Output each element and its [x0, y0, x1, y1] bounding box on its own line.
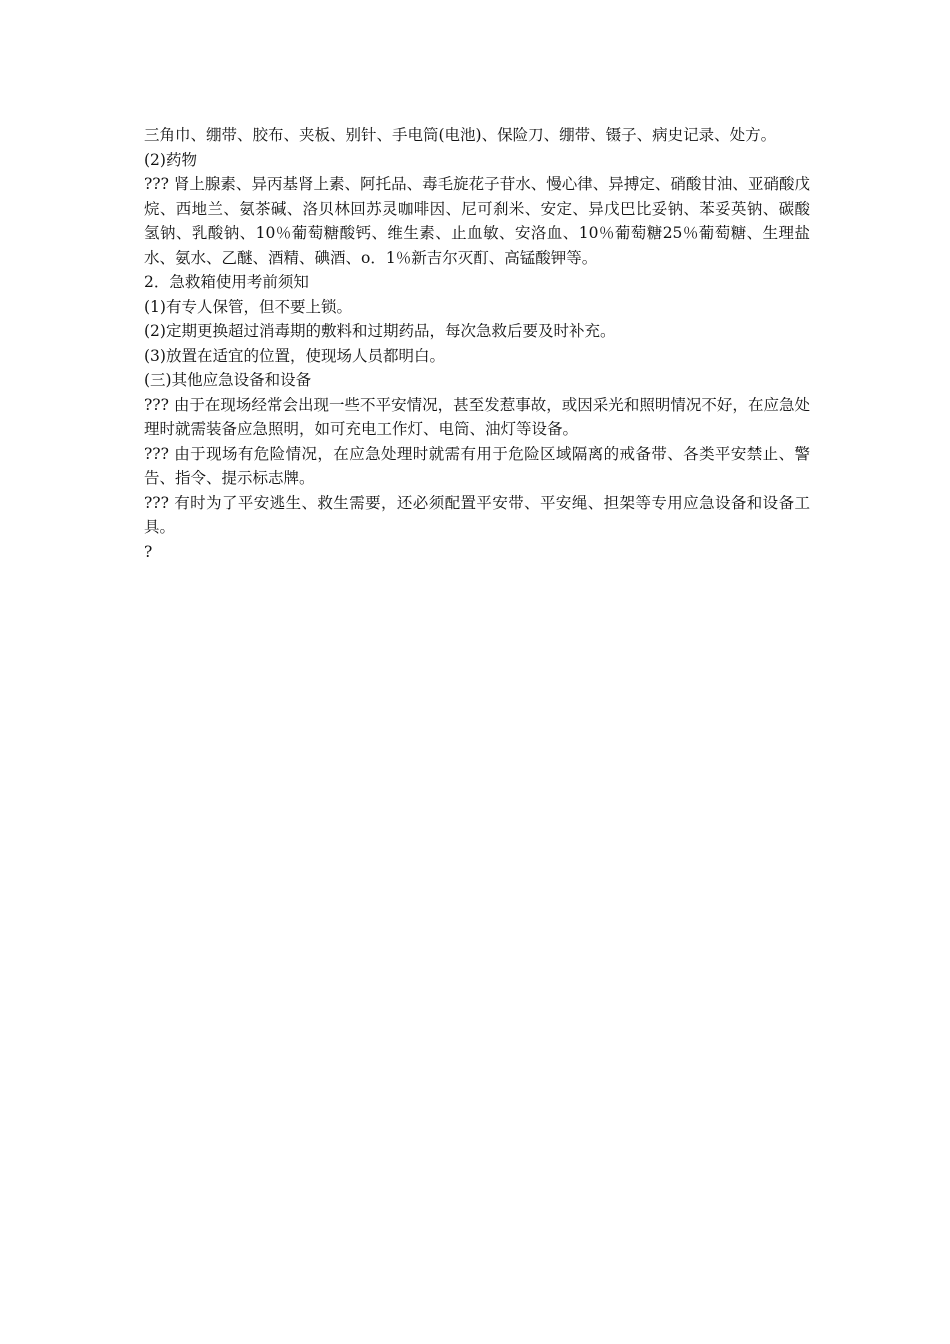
document-body [144, 123, 810, 564]
list-item-custodian: (1)有专人保管，但不要上锁。 [144, 297, 352, 316]
paragraph-rescue-equipment: ??? 有时为了平安逃生、救生需要，还必须配置平安带、平安绳、担架等专用应急设备和设备工具。 [144, 493, 810, 536]
heading-other-emergency-equipment: (三)其他应急设备和设备 [144, 371, 312, 389]
paragraph-emergency-lighting: ??? 由于在现场经常会出现一些不平安情况，甚至发惹事故，或因采光和照明情况不好，在应急处理时就需装备应急照明，如可充电工作灯、电筒、油灯等设备。 [144, 395, 810, 438]
heading-medicines: (2)药物 [144, 150, 197, 169]
heading-first-aid-kit-notes: 2．急救箱使用考前须知 [144, 273, 309, 291]
paragraph-supplies-list: 三角巾、绷带、胶布、夹板、别针、手电筒(电池)、保险刀、绷带、镊子、病史记录、处方。 [144, 126, 777, 144]
paragraph-medicines-list: ??? 肾上腺素、异丙基肾上素、阿托品、毒毛旋花子苷水、慢心律、异搏定、硝酸甘油、亚硝酸戊烷、西地兰、氨茶碱、洛贝林回苏灵咖啡因、尼可刹米、安定、异戊巴比妥钠、苯妥英钠、碳酸氢钠、乳酸钠、10％葡萄糖酸钙、维生素、止血敏、安洛血、10％葡萄糖25％葡萄糖、生理盐水、氨水、乙醚、酒精、碘酒、o．1％新吉尔灭酊、高锰酸钾等。 [144, 175, 810, 267]
paragraph-warning-signs: ??? 由于现场有危险情况，在应急处理时就需有用于危险区域隔离的戒备带、各类平安禁止、警告、指令、提示标志牌。 [144, 444, 810, 487]
list-item-replace-expired: (2)定期更换超过消毒期的敷料和过期药品，每次急救后要及时补充。 [144, 322, 616, 340]
paragraph-trailing-mark: ? [144, 542, 153, 561]
list-item-placement: (3)放置在适宜的位置，使现场人员都明白。 [144, 346, 445, 365]
